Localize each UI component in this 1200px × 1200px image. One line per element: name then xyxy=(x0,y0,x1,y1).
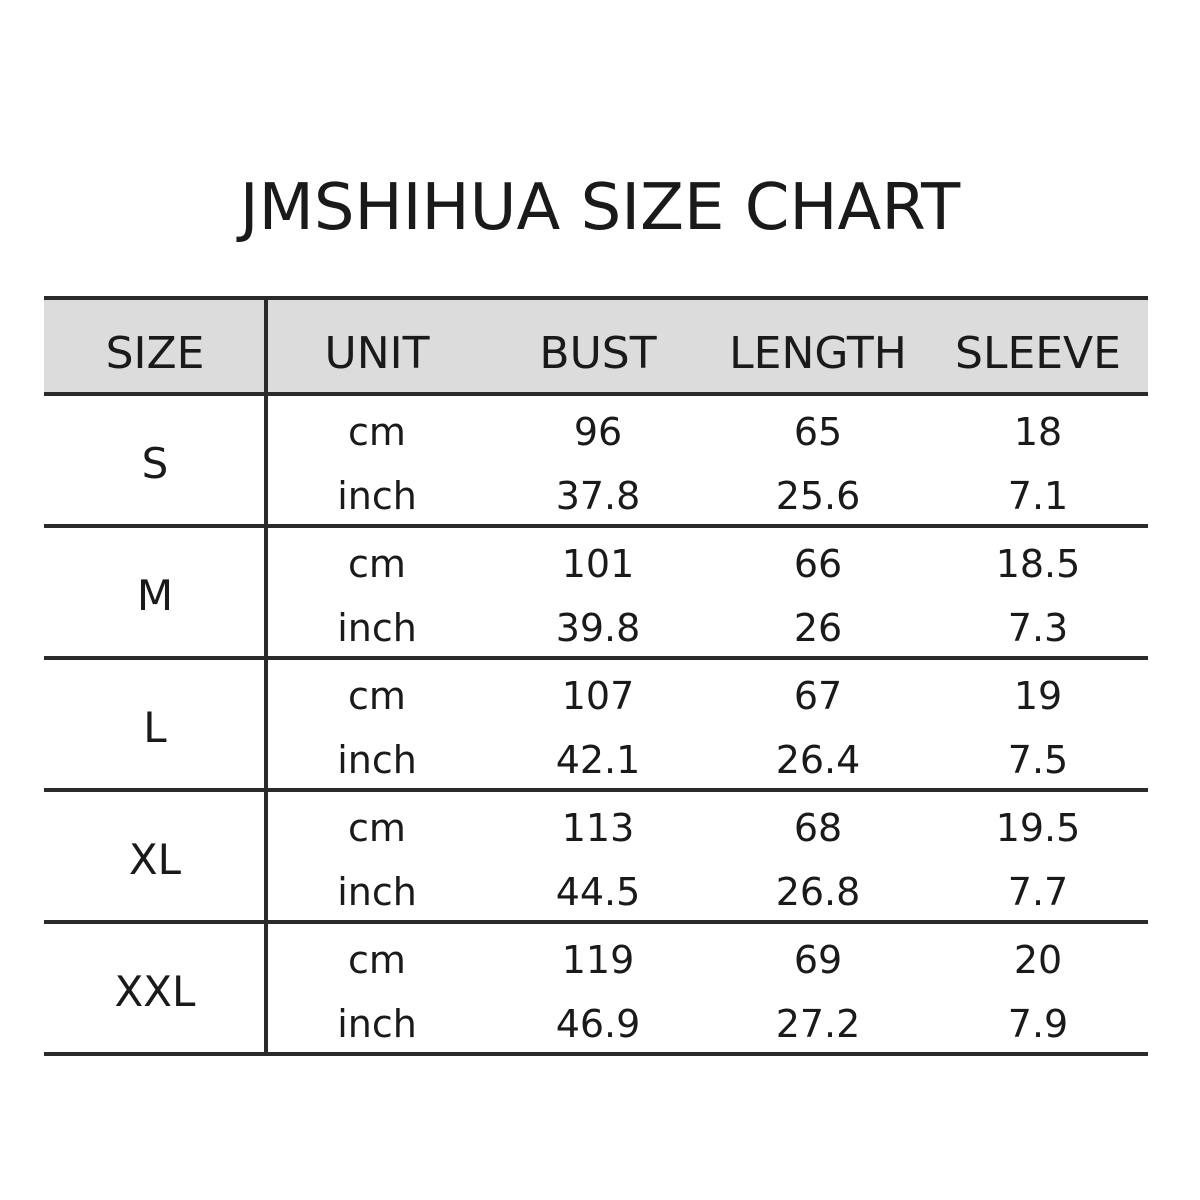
size-group-s xyxy=(44,396,1148,528)
size-label: M xyxy=(136,571,174,620)
cell-bust: 113 xyxy=(561,806,635,850)
table-header-row xyxy=(44,296,1148,396)
size-label: XL xyxy=(128,835,182,884)
cell-sleeve: 7.9 xyxy=(1007,1002,1069,1046)
cell-length: 26.4 xyxy=(775,738,861,782)
cell-bust: 96 xyxy=(573,410,623,454)
table-row-inch xyxy=(44,594,1148,658)
cell-unit: cm xyxy=(348,410,406,454)
header-bust: BUST xyxy=(539,328,657,379)
table-row-inch xyxy=(44,726,1148,790)
cell-sleeve: 18.5 xyxy=(995,542,1081,586)
size-label: XXL xyxy=(114,967,196,1016)
cell-bust: 44.5 xyxy=(555,870,641,914)
cell-bust: 39.8 xyxy=(555,606,641,650)
size-group-l xyxy=(44,660,1148,792)
table-body xyxy=(44,396,1148,1056)
table-row-inch xyxy=(44,462,1148,526)
cell-unit: inch xyxy=(337,738,417,782)
size-label: S xyxy=(141,439,169,488)
cell-unit: inch xyxy=(337,474,417,518)
cell-unit: cm xyxy=(348,806,406,850)
cell-bust: 101 xyxy=(561,542,635,586)
cell-length: 69 xyxy=(793,938,843,982)
cell-bust: 46.9 xyxy=(555,1002,641,1046)
cell-length: 65 xyxy=(793,410,843,454)
cell-length: 26 xyxy=(793,606,843,650)
cell-bust: 107 xyxy=(561,674,635,718)
size-chart-table xyxy=(44,296,1148,1056)
column-divider xyxy=(264,296,268,1056)
cell-unit: inch xyxy=(337,870,417,914)
size-group-m xyxy=(44,528,1148,660)
cell-sleeve: 18 xyxy=(1013,410,1063,454)
cell-length: 68 xyxy=(793,806,843,850)
cell-unit: cm xyxy=(348,674,406,718)
cell-bust: 119 xyxy=(561,938,635,982)
cell-unit: inch xyxy=(337,606,417,650)
page-title: JMSHIHUA SIZE CHART xyxy=(239,171,961,245)
cell-sleeve: 7.3 xyxy=(1007,606,1069,650)
table-row-cm xyxy=(44,794,1148,858)
cell-unit: inch xyxy=(337,1002,417,1046)
cell-length: 66 xyxy=(793,542,843,586)
cell-bust: 37.8 xyxy=(555,474,641,518)
table-row-inch xyxy=(44,990,1148,1054)
cell-sleeve: 20 xyxy=(1013,938,1063,982)
table-row-cm xyxy=(44,398,1148,462)
header-sleeve: SLEEVE xyxy=(955,328,1121,379)
size-label: L xyxy=(143,703,167,752)
header-unit: UNIT xyxy=(324,328,430,379)
cell-length: 27.2 xyxy=(775,1002,861,1046)
cell-sleeve: 19.5 xyxy=(995,806,1081,850)
cell-sleeve: 7.1 xyxy=(1007,474,1069,518)
header-length: LENGTH xyxy=(729,328,907,379)
cell-length: 67 xyxy=(793,674,843,718)
table-row-cm xyxy=(44,530,1148,594)
table-row-cm xyxy=(44,926,1148,990)
cell-unit: cm xyxy=(348,542,406,586)
cell-sleeve: 7.7 xyxy=(1007,870,1069,914)
cell-sleeve: 7.5 xyxy=(1007,738,1069,782)
header-size: SIZE xyxy=(105,328,205,379)
cell-length: 26.8 xyxy=(775,870,861,914)
size-group-xl xyxy=(44,792,1148,924)
cell-unit: cm xyxy=(348,938,406,982)
cell-length: 25.6 xyxy=(775,474,861,518)
table-row-inch xyxy=(44,858,1148,922)
cell-sleeve: 19 xyxy=(1013,674,1063,718)
cell-bust: 42.1 xyxy=(555,738,641,782)
table-row-cm xyxy=(44,662,1148,726)
size-group-xxl xyxy=(44,924,1148,1056)
